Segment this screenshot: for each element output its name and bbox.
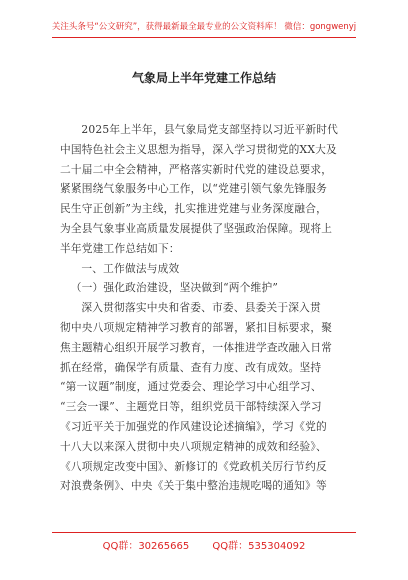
paragraph-line: 对浪费条例》、中央《关于集中整治违规吃喝的通知》等 [60,479,327,493]
section-heading: 一、工作做法与成效 [81,261,180,275]
paragraph-line: 十八大以来深入贯彻中央八项规定精神的成效和经验》、 [60,439,327,453]
paragraph-line: 中国特色社会主义思想为指导，深入学习贯彻党的XX大及 [60,142,337,156]
paragraph-line: 民生守正创新”为主线，扎实推进党建与业务深度融合， [60,202,327,216]
paragraph-line: 二十届二中全会精神，严格落实新时代党的建设总要求， [60,162,333,176]
footer-contacts [0,537,408,552]
paragraph-line: 焦主题精心组织开展学习教育，一体推进学查改融入日常 [60,340,333,354]
paragraph-line: 《八项规定改变中国》、新修订的《党政机关厉行节约反 [60,459,327,473]
paragraph-line: 《习近平关于加强党的作风建设论述摘编》，学习《党的 [60,419,327,433]
document-title: 气象局上半年党建工作总结 [131,71,276,85]
subsection-heading: （一）强化政治建设，坚决做到“两个维护” [70,281,278,295]
header-divider [52,37,356,38]
qq-group-2: QQ群：535304092 [212,541,306,552]
paragraph-line: 半年党建工作总结如下： [60,241,180,255]
paragraph-line: “第一议题”制度，通过党委会、理论学习中心组学习、 [60,380,322,394]
paragraph-line: 彻中央八项规定精神学习教育的部署，紧扣目标要求，聚 [60,320,333,334]
paragraph-line: “三会一课”、主题党日等，组织党员干部特续深入学习 [60,400,322,414]
qq-group-1: QQ群：30265665 [102,541,190,552]
document-body [60,120,352,496]
paragraph-line: 为全县气象事业高质量发展提供了坚强政治保障。现将上 [60,221,333,235]
paragraph-line: 抓在经常，确保学有质量、查有力度、改有成效。坚持 [60,360,322,374]
paragraph-line: 2025年上半年，县气象局党支部坚持以习近平新时代 [81,123,339,136]
footer-divider [52,532,356,533]
header-banner: 关注头条号“公文研究”，获得最新最全最专业的公文资料库！ 微信：gongwenyj [51,22,357,32]
paragraph-line: 紧紧围绕气象服务中心工作，以“党建引领气象先锋服务 [60,182,327,196]
paragraph-line: 深入贯彻落实中央和省委、市委、县委关于深入贯 [81,301,321,315]
